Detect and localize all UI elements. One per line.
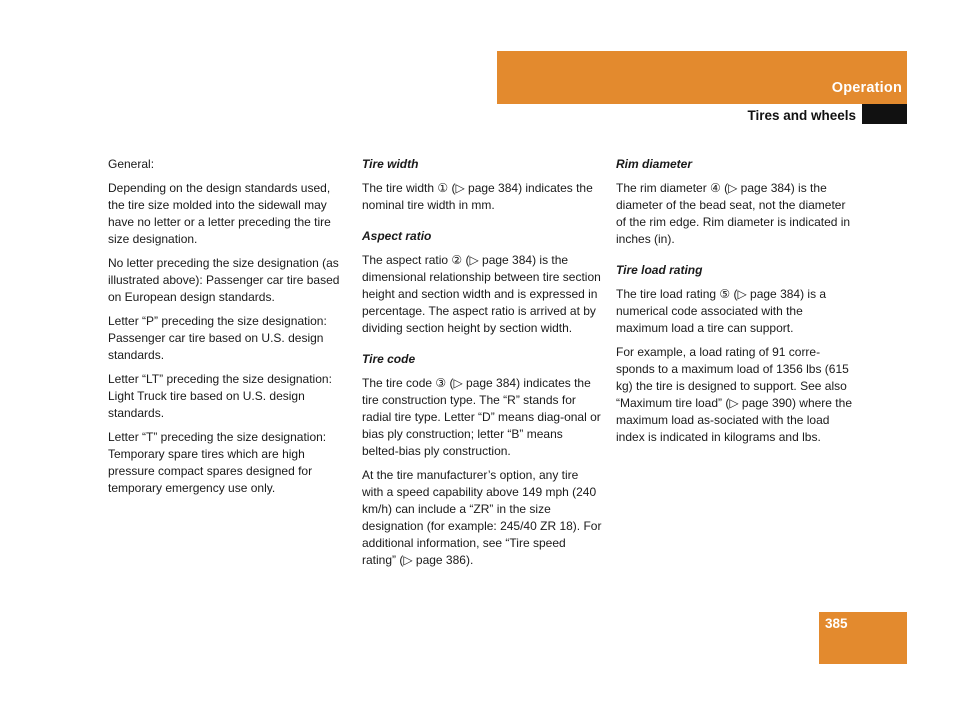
body-paragraph: The tire load rating ⑤ (▷ page 384) is a numerical code associated with the maximum load a tire can support. — [616, 287, 827, 335]
page-number: 385 — [825, 616, 848, 631]
body-paragraph: No letter preceding the size designation (as illustrated above): Passenger car tire based on European design standards. — [108, 256, 340, 304]
subsection-title: Tires and wheels — [747, 108, 856, 123]
body-paragraph: The tire width ① (▷ page 384) indicates the nominal tire width in mm. — [362, 181, 593, 212]
body-paragraph: Depending on the design standards used, the tire size molded into the sidewall may have no letter or a letter preceding the tire size designation. — [108, 181, 331, 246]
section-heading: Tire code — [362, 352, 416, 366]
body-paragraph: The tire code ③ (▷ page 384) indicates the tire construction type. The “R” stands for radial tire type. Letter “D” means diag-onal or bias ply construction; letter “B” means belted-bias ply construction. — [362, 376, 601, 458]
section-heading: Aspect ratio — [362, 229, 432, 243]
body-paragraph: General: — [108, 157, 155, 171]
text-column-3 — [616, 156, 856, 453]
body-paragraph: The aspect ratio ② (▷ page 384) is the dimensional relationship between tire section height and section width and is expressed in percentage. The aspect ratio is arrived at by dividing section height by section width. — [362, 253, 601, 335]
body-paragraph: Letter “LT” preceding the size designation: Light Truck tire based on U.S. design standards. — [108, 372, 332, 420]
header-bar — [497, 51, 907, 104]
body-paragraph: The rim diameter ④ (▷ page 384) is the diameter of the bead seat, not the diameter of the rim edge. Rim diameter is indicated in inches (in). — [616, 181, 851, 246]
text-column-2 — [362, 156, 602, 576]
body-paragraph: Letter “P” preceding the size designation: Passenger car tire based on U.S. design standards. — [108, 314, 327, 362]
section-heading: Rim diameter — [616, 157, 693, 171]
section-title: Operation — [831, 80, 902, 96]
section-heading: Tire load rating — [616, 263, 703, 277]
body-paragraph: For example, a load rating of 91 corre-sponds to a maximum load of 1356 lbs (615 kg) the tire is designed to support. See also “Maximum tire load” (▷ page 390) where the maximum load as-sociated with the load index is indicated in kilograms and lbs. — [616, 345, 852, 444]
subsection-marker-block — [862, 104, 907, 124]
section-heading: Tire width — [362, 157, 419, 171]
body-paragraph: Letter “T” preceding the size designation: Temporary spare tires which are high pressure compact spares designed for temporary emergency use only. — [108, 430, 327, 495]
text-column-1 — [108, 156, 348, 504]
body-paragraph: At the tire manufacturer’s option, any tire with a speed capability above 149 mph (240 km/h) can include a “ZR” in the size designation (for example: 245/40 ZR 18). For additional information, see “Tire speed rating” (▷ page 386). — [362, 468, 602, 567]
